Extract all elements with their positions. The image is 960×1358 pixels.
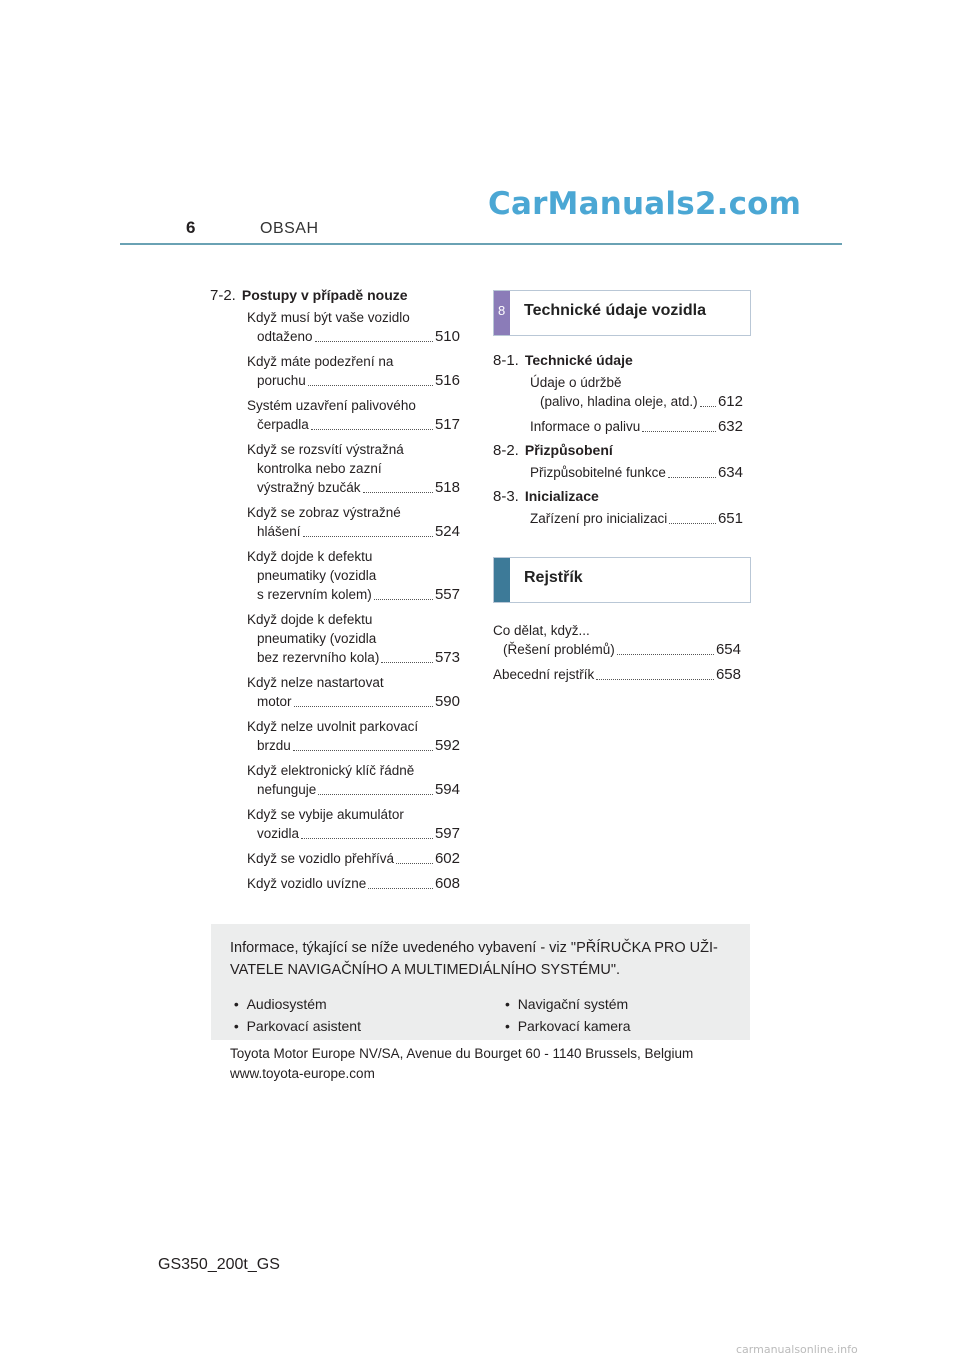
toc-page-number: 510 bbox=[434, 328, 460, 345]
toc-entry[interactable] bbox=[493, 621, 741, 659]
toc-entry-line: Údaje o údržbě bbox=[530, 375, 622, 390]
toc-entry[interactable] bbox=[530, 373, 743, 411]
dot-leader bbox=[303, 536, 433, 537]
dot-leader bbox=[311, 429, 433, 430]
bullet-item: • Parkovací kamera bbox=[505, 1018, 631, 1034]
toc-entry-last bbox=[247, 522, 460, 541]
toc-entry[interactable] bbox=[247, 849, 460, 868]
toc-list bbox=[493, 373, 743, 436]
dot-leader bbox=[381, 662, 433, 663]
toc-page-number: 594 bbox=[434, 781, 460, 798]
toc-entry[interactable] bbox=[247, 547, 460, 604]
toc-entry[interactable] bbox=[247, 503, 460, 541]
section-title: Přizpůsobení bbox=[524, 442, 613, 458]
toc-entry-label: motor bbox=[257, 694, 292, 709]
toc-page-number: 592 bbox=[434, 737, 460, 754]
toc-entry-last bbox=[247, 478, 460, 497]
section-heading bbox=[493, 488, 743, 505]
toc-entry-last bbox=[247, 692, 460, 711]
toc-entry-line: Když elektronický klíč řádně bbox=[247, 763, 415, 778]
toc-entry-last bbox=[493, 665, 741, 684]
toc-entry[interactable] bbox=[530, 417, 743, 436]
toc-entry-label: bez rezervního kola) bbox=[257, 650, 380, 665]
toc-entry[interactable] bbox=[247, 308, 460, 346]
toc-entry-label: nefunguje bbox=[257, 782, 317, 797]
toc-entry-label: Když se vozidlo přehřívá bbox=[247, 851, 395, 866]
toc-page-number: 634 bbox=[717, 464, 743, 481]
section-8-2 bbox=[493, 442, 743, 482]
toc-entry-last bbox=[247, 415, 460, 434]
toc-entry-last bbox=[247, 874, 460, 893]
model-code: GS350_200t_GS bbox=[158, 1256, 280, 1273]
toc-entry-last bbox=[530, 417, 743, 436]
toc-page-number: 590 bbox=[434, 693, 460, 710]
dot-leader bbox=[668, 477, 716, 478]
dot-leader bbox=[315, 341, 433, 342]
toc-entry-label: s rezervním kolem) bbox=[257, 587, 372, 602]
toc-entry-last bbox=[247, 371, 460, 390]
section-8-3 bbox=[493, 488, 743, 528]
toc-entry-label: Přizpůsobitelné funkce bbox=[530, 465, 666, 480]
section-heading bbox=[493, 442, 743, 459]
toc-entry-last bbox=[247, 585, 460, 604]
section-title: Postupy v případě nouze bbox=[241, 287, 408, 303]
toc-entry[interactable] bbox=[247, 673, 460, 711]
chapter-tab-number: 8 bbox=[498, 303, 506, 318]
toc-page-number: 602 bbox=[434, 850, 460, 867]
toc-entry[interactable] bbox=[530, 509, 743, 528]
address-line: Toyota Motor Europe NV/SA, Avenue du Bourget 60 - 1140 Brussels, Belgium bbox=[230, 1046, 694, 1061]
index-title: Rejstřík bbox=[524, 569, 583, 586]
bullet-item: • Audiosystém bbox=[230, 996, 327, 1012]
toc-entry[interactable] bbox=[493, 665, 741, 684]
toc-entry-label: vozidla bbox=[257, 826, 300, 841]
toc-entry-line: Systém uzavření palivového bbox=[247, 398, 416, 413]
section-title: Inicializace bbox=[524, 488, 599, 504]
toc-page-number: 612 bbox=[717, 393, 743, 410]
toc-entry[interactable] bbox=[530, 463, 743, 482]
toc-entry-line: pneumatiky (vozidla bbox=[257, 568, 377, 583]
toc-entry-line: Když se rozsvítí výstražná bbox=[247, 442, 404, 457]
toc-page-number: 557 bbox=[434, 586, 460, 603]
toc-entry-line: pneumatiky (vozidla bbox=[257, 631, 377, 646]
toc-page-number: 651 bbox=[717, 510, 743, 527]
dot-leader bbox=[617, 654, 714, 655]
toc-entry-line: Když nelze nastartovat bbox=[247, 675, 384, 690]
toc-entry-line: Když dojde k defektu bbox=[247, 612, 373, 627]
toc-entry[interactable] bbox=[247, 352, 460, 390]
toc-entry[interactable] bbox=[247, 761, 460, 799]
toc-entry-last bbox=[530, 509, 743, 528]
toc-entry-last bbox=[247, 736, 460, 755]
toc-entry[interactable] bbox=[247, 717, 460, 755]
section-number: 8-2. bbox=[493, 442, 519, 459]
section-heading bbox=[493, 352, 743, 369]
toc-page-number: 597 bbox=[434, 825, 460, 842]
toc-entry[interactable] bbox=[247, 874, 460, 893]
toc-page-number: 632 bbox=[717, 418, 743, 435]
toc-entry[interactable] bbox=[247, 396, 460, 434]
toc-entry-label: Informace o palivu bbox=[530, 419, 641, 434]
dot-leader bbox=[293, 750, 433, 751]
toc-entry-last bbox=[530, 463, 743, 482]
toc-entry-label: hlášení bbox=[257, 524, 301, 539]
toc-entry-last bbox=[530, 392, 743, 411]
toc-entry-last bbox=[247, 780, 460, 799]
toc-entry-label: Když vozidlo uvízne bbox=[247, 876, 367, 891]
toc-entry[interactable] bbox=[247, 805, 460, 843]
dot-leader bbox=[669, 523, 716, 524]
toc-entry-line: Když nelze uvolnit parkovací bbox=[247, 719, 419, 734]
index-header[interactable] bbox=[493, 557, 751, 603]
section-number: 8-1. bbox=[493, 352, 519, 369]
toc-entry[interactable] bbox=[247, 440, 460, 497]
toc-entry-label: (Řešení problémů) bbox=[503, 642, 615, 657]
info-panel-text bbox=[230, 937, 742, 1037]
toc-entry-line: Když dojde k defektu bbox=[247, 549, 373, 564]
dot-leader bbox=[396, 863, 433, 864]
toc-page-number: 658 bbox=[715, 666, 741, 683]
toc-entry-label: odtaženo bbox=[257, 329, 313, 344]
toc-page-number: 573 bbox=[434, 649, 460, 666]
bullet-item: • Navigační systém bbox=[505, 996, 629, 1012]
page-number: 6 bbox=[186, 218, 196, 237]
section-7-2 bbox=[210, 287, 460, 899]
bullets-right bbox=[505, 993, 631, 1037]
watermark-footer: carmanualsonline.info bbox=[736, 1343, 858, 1356]
info-bullets bbox=[230, 993, 742, 1037]
chapter-8-header[interactable] bbox=[493, 290, 751, 336]
toc-entry-last bbox=[247, 824, 460, 843]
section-number: 7-2. bbox=[210, 287, 236, 304]
page-title: OBSAH bbox=[260, 220, 319, 237]
section-8-1 bbox=[493, 352, 743, 436]
toc-list bbox=[493, 509, 743, 528]
website-link[interactable]: www.toyota-europe.com bbox=[230, 1066, 375, 1081]
toc-page-number: 654 bbox=[715, 641, 741, 658]
bullets-left bbox=[230, 993, 505, 1037]
index-list bbox=[493, 621, 741, 684]
dot-leader bbox=[294, 706, 433, 707]
toc-entry-label: (palivo, hladina oleje, atd.) bbox=[540, 394, 698, 409]
section-number: 8-3. bbox=[493, 488, 519, 505]
dot-leader bbox=[363, 492, 433, 493]
toc-entry-line: Co dělat, když... bbox=[493, 623, 590, 638]
chapter-title: Technické údaje vozidla bbox=[524, 302, 706, 319]
toc-list bbox=[210, 308, 460, 893]
dot-leader bbox=[700, 406, 716, 407]
toc-list bbox=[493, 463, 743, 482]
toc-entry-last bbox=[493, 640, 741, 659]
toc-entry-label: poruchu bbox=[257, 373, 306, 388]
dot-leader bbox=[308, 385, 433, 386]
toc-entry-label: čerpadla bbox=[257, 417, 309, 432]
info-line-2: VATELE NAVIGAČNÍHO A MULTIMEDIÁLNÍHO SYSTÉMU". bbox=[230, 962, 621, 978]
dot-leader bbox=[642, 431, 716, 432]
bullet-item: • Parkovací asistent bbox=[230, 1018, 361, 1034]
toc-page-number: 518 bbox=[434, 479, 460, 496]
toc-entry[interactable] bbox=[247, 610, 460, 667]
toc-entry-last bbox=[247, 849, 460, 868]
toc-entry-line: Když se vybije akumulátor bbox=[247, 807, 404, 822]
dot-leader bbox=[374, 599, 433, 600]
chapter-8-sections bbox=[493, 352, 743, 534]
index-tab bbox=[494, 558, 510, 602]
toc-page-number: 608 bbox=[434, 875, 460, 892]
dot-leader bbox=[596, 679, 714, 680]
info-line-1: Informace, týkající se níže uvedeného vybavení - viz "PŘÍRUČKA PRO UŽI- bbox=[230, 940, 718, 956]
toc-entry-label: výstražný bzučák bbox=[257, 480, 361, 495]
dot-leader bbox=[368, 888, 433, 889]
watermark-logo: CarManuals2.com bbox=[488, 186, 802, 222]
toc-page-number: 524 bbox=[434, 523, 460, 540]
header-divider bbox=[120, 243, 842, 245]
toc-entry-label: Zařízení pro inicializaci bbox=[530, 511, 668, 526]
toc-entry-line: Když se zobraz výstražné bbox=[247, 505, 401, 520]
dot-leader bbox=[318, 794, 433, 795]
toc-entry-line: Když máte podezření na bbox=[247, 354, 394, 369]
footer-address bbox=[230, 1044, 693, 1084]
toc-entry-label: brzdu bbox=[257, 738, 291, 753]
toc-page-number: 516 bbox=[434, 372, 460, 389]
toc-entry-line: Když musí být vaše vozidlo bbox=[247, 310, 410, 325]
section-title: Technické údaje bbox=[524, 352, 633, 368]
chapter-tab bbox=[494, 291, 510, 335]
toc-page-number: 517 bbox=[434, 416, 460, 433]
section-heading bbox=[210, 287, 460, 304]
toc-entry-label: Abecední rejstřík bbox=[493, 667, 595, 682]
toc-entry-last bbox=[247, 327, 460, 346]
dot-leader bbox=[301, 838, 433, 839]
toc-entry-last bbox=[247, 648, 460, 667]
toc-entry-line: kontrolka nebo zazní bbox=[257, 461, 382, 476]
